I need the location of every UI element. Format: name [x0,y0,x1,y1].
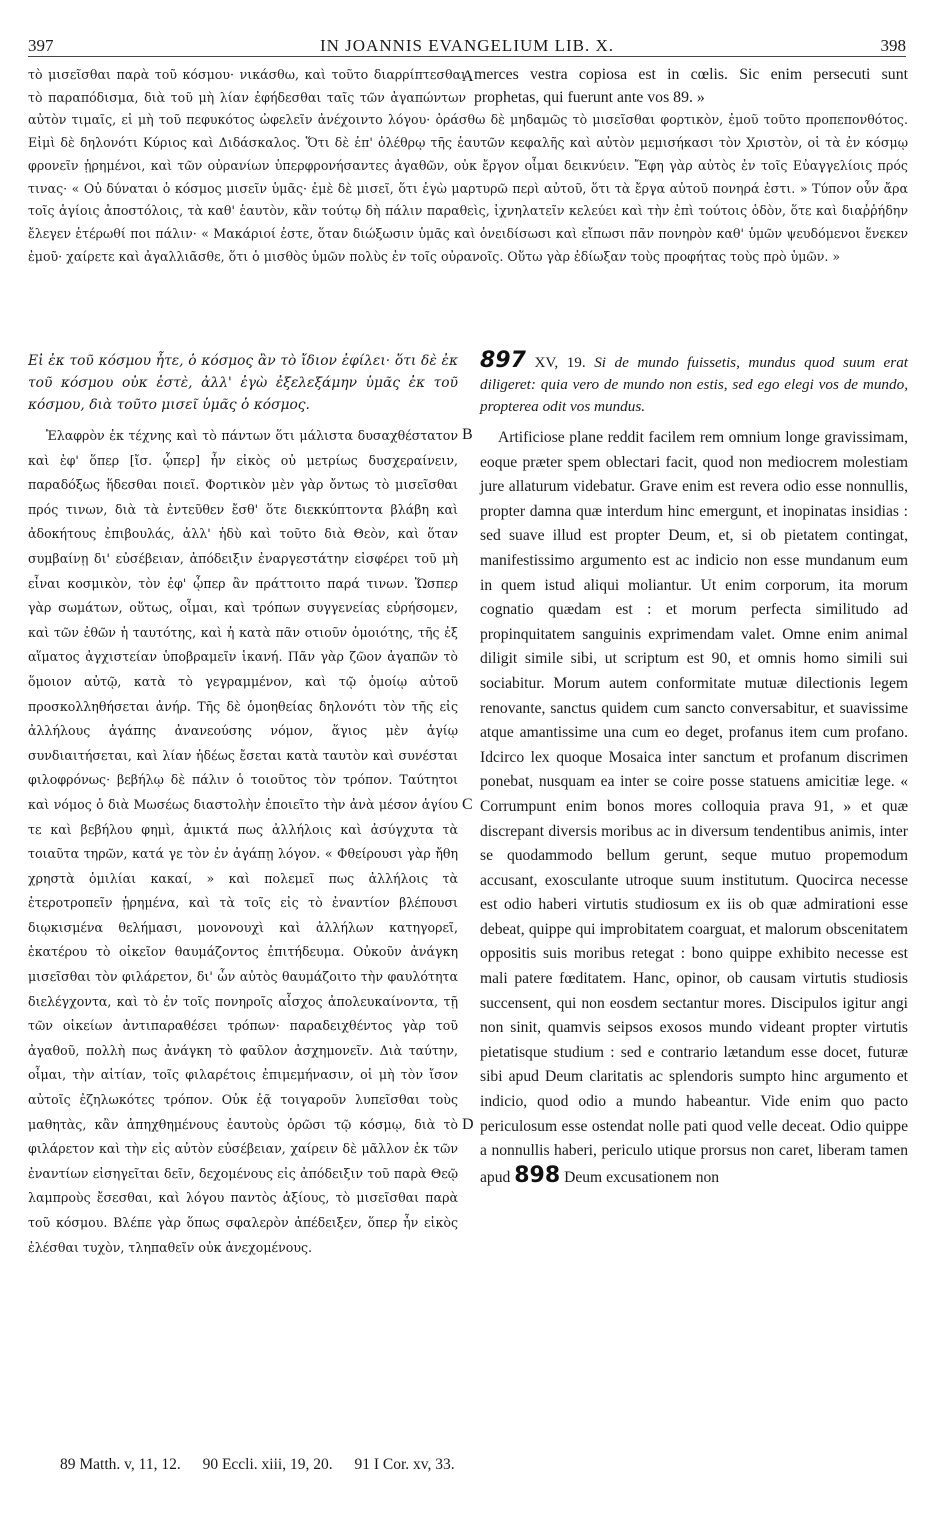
footnote: 91 I Cor. xv, 33. [354,1456,455,1473]
page-header [28,16,906,57]
latin-column [480,350,908,1190]
greek-column [28,350,458,1260]
footnote: 89 Matth. v, 11, 12. [60,1456,181,1473]
latin-verse: Si de mundo fuissetis, mundus quod suum erat diligeret: quia vero de mundo non estis, sed ego elegi vos de mundo, propterea odit vos mundus. [480,354,909,415]
latin-commentary-end: Deum excusationem non [564,1168,720,1186]
column-number-2: 898 [514,1162,561,1188]
latin-continuation: merces vestra copiosa est in cœlis. Sic enim persecuti sunt prophetas, qui fuerunt ante vos 89. » [474,66,908,106]
page-number-right: 398 [880,36,906,55]
column-number: 897 [480,348,526,373]
latin-verse-block [480,350,908,418]
margin-letter-b: B [462,426,473,443]
verse-reference: XV, 19. [534,354,586,371]
footnotes [60,1456,473,1474]
top-continuation [28,64,908,268]
greek-verse: Εἰ ἐκ τοῦ κόσμου ἦτε, ὁ κόσμος ἂν τὸ ἴδιον ἐφίλει· ὅτι δὲ ἐκ τοῦ κόσμου οὐκ ἐστὲ, ἀλλ' ἐγὼ ἐξελεξάμην ὑμᾶς ἐκ τοῦ κόσμου, διὰ τοῦτο μισεῖ ὑμᾶς ὁ κόσμος. [28,353,458,413]
latin-commentary: Artificiose plane reddit facilem rem omnium longe gravissimam, eoque præter spem oblectari facit, quod non mediocrem molestiam jure allaturum videbatur. Grave enim est revera odio esse nonnullis, propter damna quæ interdum hinc emergunt, et inopinatas insidias : sed suave illud est propter Deum, et, si ob pietatem contingat, manifestissimo argumento est ac indicio non esse mundanum eum in quem istud aliqui moliantur. Ut enim corporum, ita morum cognatio quædam est : et morum perfecta similitudo ad propinquitatem sanguinis exprimendam valet. Omne enim animal diligit simile sibi, ut scriptum est 90, et omnis homo simili sui sociabitur. Morum autem conformitate mutuæ dilectionis legem renovante, sanctus quidem cum sancto conversabitur, et suavissime atque amantissime una cum eo deget, profanus item cum profano. Idcirco lex quoque Mosaica inter sanctum et profanum discrimen ponebat, nusquam ea inter se coire posse statuens amicitiæ lege. « Corrumpunt enim bonos mores colloquia prava 91, » et quæ discrepant diversis moribus ac in diversum tendentibus animis, inter se quodammodo bellum gerunt, seque mutuo propemodum accusant, exosculante utroque suum institutum. Quocirca necesse est odio haberi virtutis studiosum ex iis ob quæ admirationi esse debeat, quippe qui improbitatem coarguat, et malorum obscenitatem oppositis suis moribus retegat : bono quippe exhibito necesse est mali patere fœditatem. Hanc, opinor, ob causam virtutis studiosis succensent, qui non eosdem sectantur mores. Discipulos igitur angi non sinit, quamvis seipsos exosos mundo videant propter virtutis pietatisque studium : sed e contrario lætandum esse docet, futuræ sibi apud Deum claritatis ac splendoris sumpto hinc argumento et indicio, quod odio a mundo habeantur. Vide enim quo pacto periculosum esse ostendat nolle pati quod velle deceat. Odio quippe a nonnullis haberi, periculo utique prorsus non caret, liberam tamen apud [480,429,908,1186]
latin-commentary-block [480,426,908,1190]
greek-commentary: Ἐλαφρὸν ἐκ τέχνης καὶ τὸ πάντων ὅτι μάλιστα δυσαχθέστατον καὶ ἐφ' ὅπερ [ἴσ. ᾧπερ] ἦν εἰκὸς οὐ μετρίως δυσχεραίνειν, παραδόξως ἥδεσθαι ποιεῖ. Φορτικὸν μὲν γὰρ ὄντως τὸ μισεῖσθαι πρός τινων, διὰ τὰ ἐντεῦθεν ἔσθ' ὅτε διεκκύπτοντα βλάβη καὶ ἀδοκήτους ἐπιβουλάς, ἀλλ' ἡδὺ καὶ τοῦτο διὰ Θεὸν, καὶ ὅταν συμβαίνῃ δι' εὐσέβειαν, ἀπόδειξιν ἐναργεστάτην εἰσφέρει τοῦ μὴ εἶναι κοσμικὸν, τὸν ἐφ' ᾧπερ ἂν πράττοιτο παρά τινων. Ὥσπερ γὰρ σωμάτων, οὕτως, οἶμαι, καὶ τρόπων συγγενείας εὑρήσομεν, καὶ τῶν ἐθῶν ἡ ταυτότης, καὶ ἡ κατὰ πᾶν οτιοῦν ὁμοιότης, τῆς ἐξ αἵματος ἀγχιστείαν ὑποβραμεῖν ἱκανή. Πᾶν γὰρ ζῶον ἀγαπῶν τὸ ὅμοιον αὐτῷ, κατὰ τὸ γεγραμμένον, καὶ τῷ ὁμοίῳ αὐτοῦ προσκολληθήσεται ἀνήρ. Τῆς δὲ ὁμοηθείας δηλονότι τὸν τῆς εἰς ἀλλήλους ἀγάπης ἀνανεούσης νόμον, ἅγιος μὲν ἁγίῳ συνδιαιτήσεται, καὶ λίαν ἡδέως ἔσεται κατὰ ταυτὸν καὶ συνέσται φιλοφρόνως· βεβήλῳ δὲ πάλιν ὁ τοιοῦτος τὸν τρόπον. Ταύτητοι καὶ νόμος ὁ διὰ Μωσέως διαστολὴν ἐποιεῖτο τὴν ἀνὰ μέσον ἁγίου τε καὶ βεβήλου φημὶ, ἀμικτά πως ἀλλήλοις καὶ ἀσύγχυτα τὰ τοιαῦτα τηρῶν, κατά γε τὸν ἐν ἀγάπῃ λόγον. « Φθείρουσι γὰρ ἤθη χρηστὰ ὁμιλίαι κακαί, » καὶ πολεμεῖ πως ἀλλήλοις τὰ ἑτεροτροπεῖν ᾑρημένα, καὶ τὰ τοῖς εἰς τὸ ἐναντίον βλέπουσι διῳκισμένα θελήμασι, μονονουχὶ καὶ ἀλλήλων κατηγορεῖ, ἑκατέρου τὸ οἰκεῖον θαυμάζοντος ἐπιτήδευμα. Οὐκοῦν ἀνάγκη μισεῖσθαι τὸν φιλάρετον, δι' ὧν αὐτὸς θαυμάζοιτο τὴν φαυλότητα διελέγχοντα, καὶ τὸ ἐν τοῖς πονηροῖς αἶσχος ἀπολευκαίνοντα, τῇ τῶν οἰκείων ἀντιπαραθέσει τρόπων· παραδειχθέντος γὰρ τοῦ ἀγαθοῦ, πολλὴ πως ἀνάγκη τὸ φαῦλον ἀσχημονεῖν. Διὰ ταύτην, οἶμαι, τὴν αἰτίαν, τοῖς φιλαρέτοις ἐπιμεμήνασιν, οἱ μὴ τὸν ἴσον αὐτοῖς ἐζηλωκότες τρόπον. Οὐκ ἐᾷ τοιγαροῦν λυπεῖσθαι τοὺς μαθητὰς, κἂν ἀπηχθημένους ἑαυτοὺς ὁρῶσι τῷ κόσμῳ, διὰ τὸ φιλάρετον καὶ τὴν εἰς αὐτὸν εὐσέβειαν, χαίρειν δὲ μᾶλλον ἐκ τῶν ἐναντίων εἰσηγεῖται δεῖν, δεχομένους εἰς ἀπόδειξιν τοῦ παρὰ Θεῷ λαμπροὺς ἔσεσθαι, καὶ λόγου παντὸς ἀξίους, τὸ μισεῖσθαι παρὰ τοῦ κόσμου. Βλέπε γὰρ ὅπως σφαλερὸν ἀπέδειξεν, ὅπερ ἦν εἰκὸς ἐλέσθαι τυχὸν, τληπαθεῖν οὐκ ἀνεχομένους. [28,428,458,1255]
margin-letter-a: A [462,68,474,85]
margin-letter-d: D [462,1116,474,1133]
page-number-left: 397 [28,36,54,55]
footnote: 90 Eccli. xiii, 19, 20. [202,1456,333,1473]
margin-letter-c: C [462,796,473,813]
greek-continuation: τὸ μισεῖσθαι παρὰ τοῦ κόσμου· νικάσθω, καὶ τοῦτο διαρρίπτεσθαι τὸ παραπόδισμα, διὰ τοῦ μὴ λίαν ἐφήδεσθαι ταῖς τῶν ἀγαπώντων αὐτὸν τιμαῖς, εἰ μὴ τοῦ πεφυκότος ὠφελεῖν ἀνέχοιντο λόγου· ὁράσθω δὲ μηδαμῶς τὸ μισεῖσθαι φορτικὸν, ἐμοῦ τοῦτο προπεπονθότος. Εἰμὶ δὲ δηλονότι Κύριος καὶ Διδάσκαλος. Ὅτι δὲ ἐπ' ὀλέθρῳ τῆς ἑαυτῶν κεφαλῆς καὶ αὐτὸν μεμισήκασι τὸν Χριστὸν, οἱ τὰ ἐν κόσμῳ φρονεῖν ᾑρημένοι, καὶ τῶν οὐρανίων ὑπερφρονήσαντες ἀγαθῶν, οὐκ ἔργον οἶμαι δεικνύειν. Ἔφη γὰρ αὐτὸς ἐν τοῖς Εὐαγγελίοις πρός τινας· « Οὐ δύναται ὁ κόσμος μισεῖν ὑμᾶς· ἐμὲ δὲ μισεῖ, ὅτι ἐγὼ μαρτυρῶ περὶ αὐτοῦ, ὅτι τὰ ἔργα αὐτοῦ πονηρά ἐστι. » Τύπον οὖν ἄρα τοῖς ἁγίοις ἀποστόλοις, τὰ καθ' ἑαυτὸν, κἂν τούτῳ δὴ πάλιν παραθεὶς, ἰχνηλατεῖν κελεύει καὶ τὴν ἐπὶ τούτοις ὁδὸν, ὅτε καὶ διαῤῥήδην ἔλεγεν ἑτέρωθί ποι πάλιν· « Μακάριοί ἐστε, ὅταν διώξωσιν ὑμᾶς καὶ ὀνειδίσωσι καὶ εἴπωσι πᾶν πονηρὸν καθ' ὑμῶν ψευδόμενοι ἕνεκεν ἐμοῦ· χαίρετε καὶ ἀγαλλιᾶσθε, ὅτι ὁ μισθὸς ὑμῶν πολὺς ἐν τοῖς οὐρανοῖς. Οὕτω γὰρ ἐδίωξαν τοὺς προφήτας τοὺς πρὸ ὑμῶν. » [28,67,908,264]
running-title: IN JOANNIS EVANGELIUM LIB. X. [319,36,615,55]
